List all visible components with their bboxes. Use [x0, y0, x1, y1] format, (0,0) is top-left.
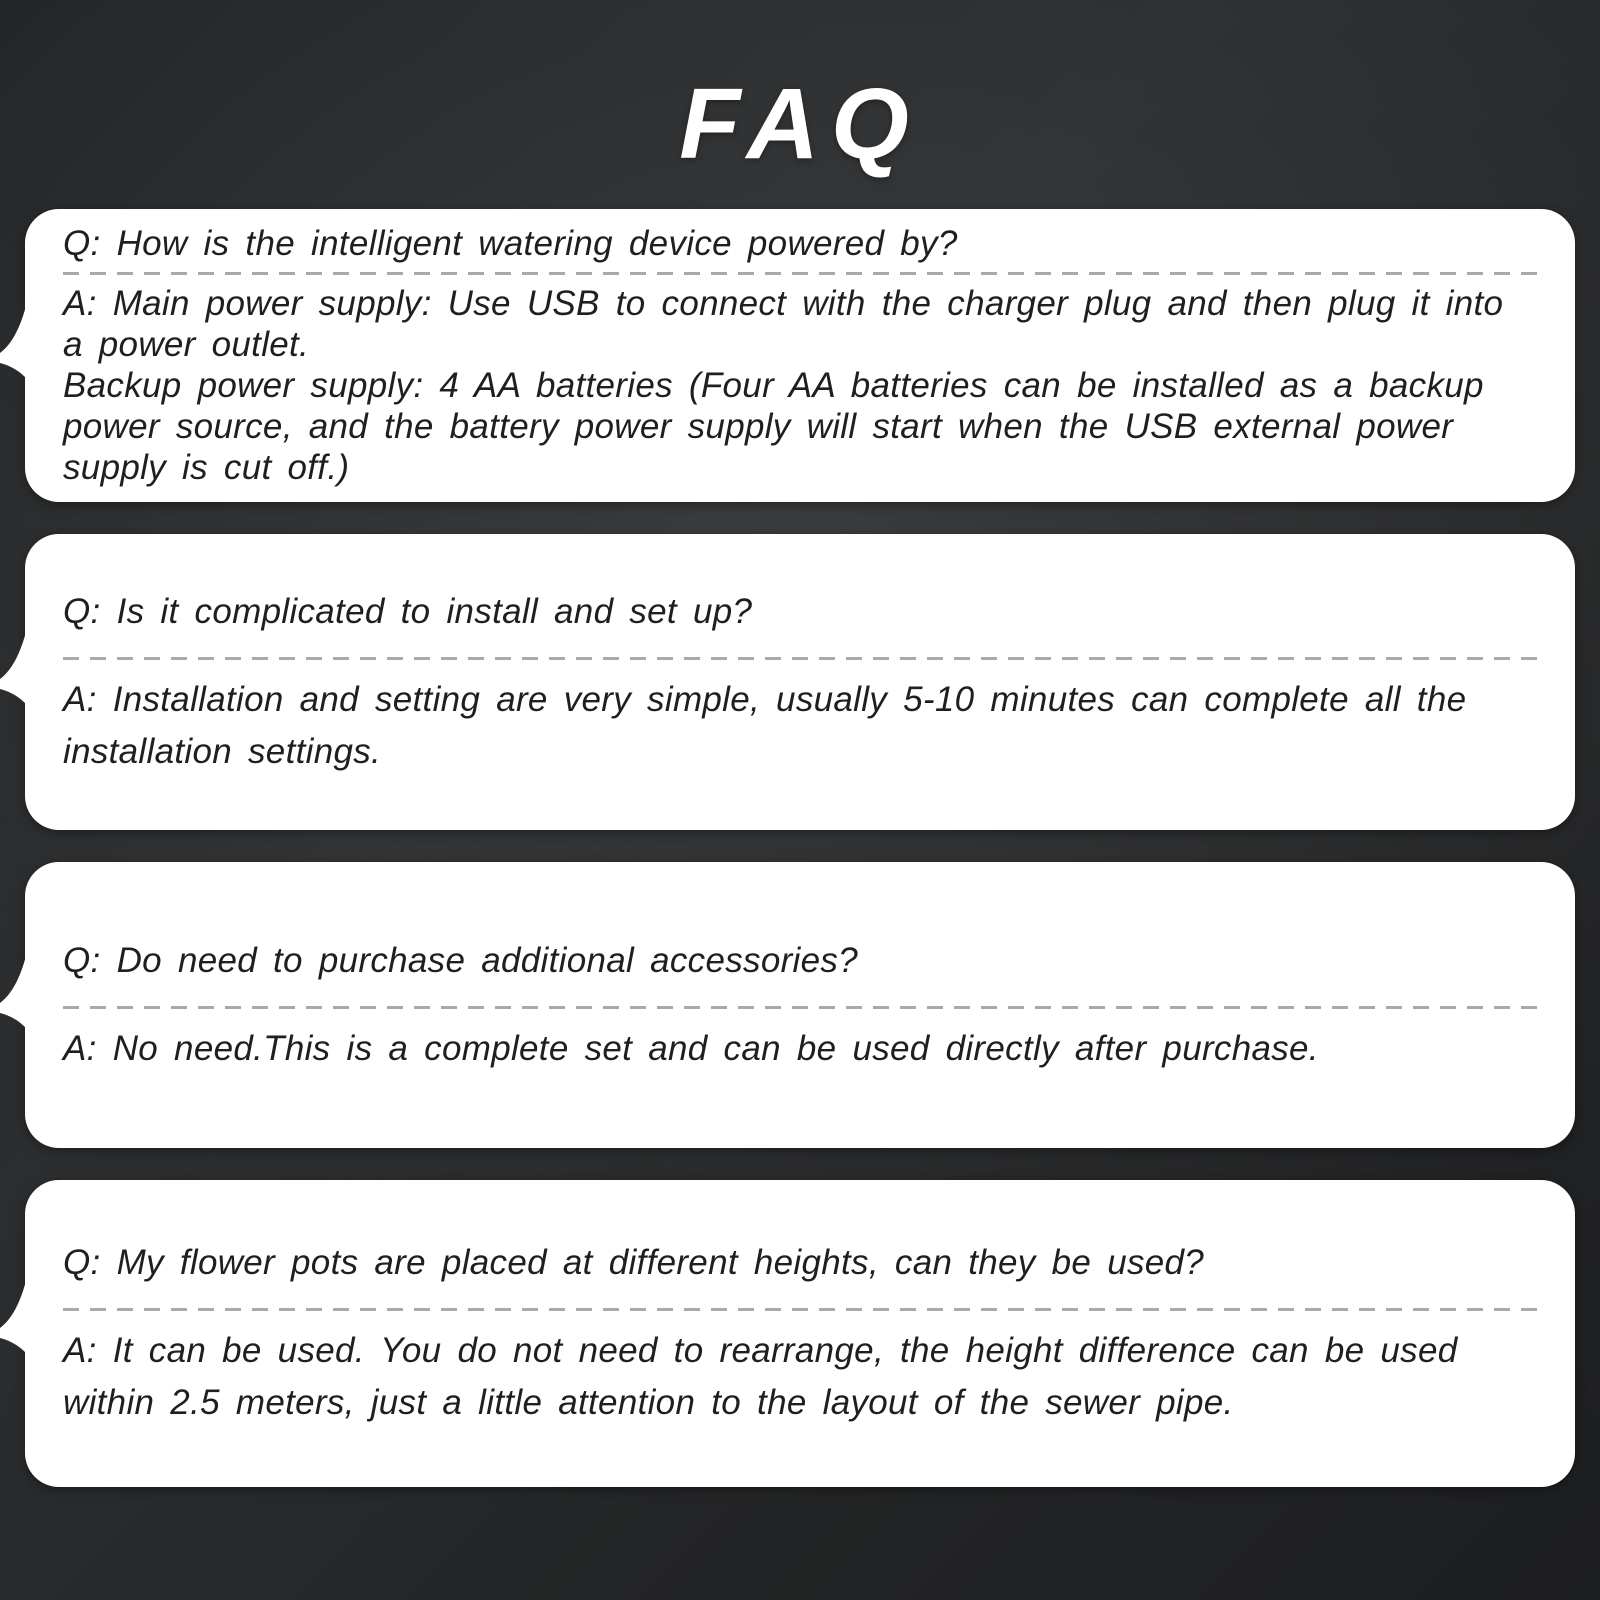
dashed-divider: [63, 1006, 1537, 1009]
question-text: Q: How is the intelligent watering device powered by?: [63, 224, 958, 263]
speech-tail-icon: [0, 306, 26, 378]
question-text: Q: Do need to purchase additional accessories?: [63, 940, 858, 980]
speech-tail-icon: [0, 956, 26, 1028]
answer-paragraph: A: It can be used. You do not need to rearrange, the height difference can be used within 2.5 meters, just a little attention to the layout of the sewer pipe.: [63, 1331, 1458, 1422]
dashed-divider: [63, 272, 1537, 275]
question-text: Q: Is it complicated to install and set up?: [63, 591, 753, 631]
faq-card-accessories: [25, 862, 1575, 1148]
speech-tail-icon: [0, 632, 26, 704]
question-text: Q: My flower pots are placed at different heights, can they be used?: [63, 1243, 1205, 1282]
faq-card-power: [25, 209, 1575, 502]
dashed-divider: [63, 657, 1537, 660]
faq-card-install: [25, 534, 1575, 830]
page-title: FAQ: [679, 68, 921, 180]
faq-card-heights: [25, 1180, 1575, 1487]
answer-text: [63, 1023, 1537, 1075]
answer-text: [63, 674, 1537, 778]
speech-tail-icon: [0, 1281, 26, 1353]
answer-paragraph: Backup power supply: 4 AA batteries (Four AA batteries can be installed as a backup power source, and the battery power supply will start when the USB external power supply is cut off.): [63, 366, 1484, 487]
answer-paragraph: A: Installation and setting are very simple, usually 5-10 minutes can complete all the installation settings.: [63, 679, 1467, 771]
answer-paragraph: A: No need.This is a complete set and can be used directly after purchase.: [63, 1028, 1319, 1068]
dashed-divider: [63, 1308, 1537, 1311]
answer-text: [63, 283, 1537, 488]
answer-paragraph: A: Main power supply: Use USB to connect with the charger plug and then plug it into a power outlet.: [63, 284, 1504, 364]
answer-text: [63, 1325, 1537, 1429]
faq-list: [25, 209, 1575, 1487]
